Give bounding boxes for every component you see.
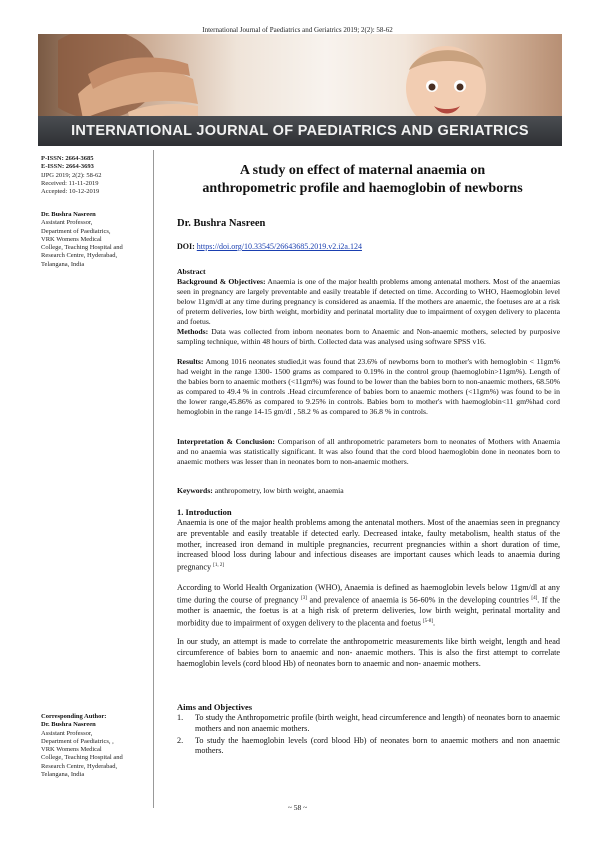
keywords-text: anthropometry, low birth weight, anaemia [212,486,344,495]
introduction-paragraph-3: In our study, an attempt is made to correlate the anthropometric measurements like birth weight, length and head circumference of babies born to anaemic and non- anaemic mothers. This is also the first attempt to correlate haemoglobin levels (cord blood Hb) of neonates born to anaemic and non- anaemic mothers. [177,637,560,668]
abstract-results-label: Results: [177,357,204,366]
abstract-methods-label: Methods: [177,327,209,336]
list-item-number: 1. [177,713,184,722]
intro-p2-text: and prevalence of anaemia is 56-60% in the developing countries [306,595,529,605]
list-item [177,736,560,758]
introduction-paragraph-2 [177,583,560,630]
doi-link[interactable]: https://doi.org/10.33545/26643685.2019.v2.i2a.124 [196,242,362,251]
abstract-interpretation-label: Interpretation & Conclusion: [177,437,275,446]
corresponding-affiliation-line: Department of Paediatrics, , [41,737,114,745]
corresponding-affiliation-line: Telangana, India [41,771,85,779]
keywords-label: Keywords: [177,486,213,495]
corresponding-author-name: Dr. Bushra Nasreen [41,721,96,729]
left-sidebar [38,150,154,808]
journal-issue: IJPG 2019; 2(2): 58-62 [41,171,102,179]
corresponding-affiliation-line: VRK Womens Medical [41,746,102,754]
page-number: ~ 58 ~ [287,803,308,812]
affiliation-line: College, Teaching Hospital and [41,244,123,252]
corresponding-affiliation-line: College, Teaching Hospital and [41,754,123,762]
aims-heading: Aims and Objectives [177,702,253,712]
journal-running-header: International Journal of Paediatrics and Geriatrics 2019; 2(2): 58-62 [202,26,393,34]
abstract-background-text: Anaemia is one of the major health problems among antenatal mothers. Most of the anaemias seen in pregnancy are largely preventable and easily treatable if detected on time. According to WHO, Haemoglobin level below 11gm/dl at any time during pregnancy is considered as anaemia. If the mothers are anaemic, the foetuses are at a risk of preterm deliveries, low birth weight, morbidity and perinatal mortality due to impairment of oxygen delivery to placenta and foetus. [177,277,560,326]
article-title-line-1: A study on effect of maternal anaemia on [239,163,486,178]
sidebar-author-name: Dr. Bushra Nasreen [41,211,96,218]
list-item-text: To study the Anthropometric profile (birth weight, head circumference and length) of neonates born to anaemic mothers and non anaemic mothers. [195,713,560,733]
article-title [165,162,560,198]
intro-p1-text: Anaemia is one of the major health problems among the antenatal mothers. Most of the anaemias seen in pregnancy are preventable and easily treatable if detected early. Decreased intake, faulty metabolism, health status of the mother, increased iron demand in multiple pregnancies, recurrent pregnancies within a short duration of time, increased blood loss during labour and infectious diseases are important causes which leads to anaemia during pregnancy [177,518,560,572]
affiliation-line: VRK Womens Medical [41,235,102,243]
abstract-interpretation [177,437,560,467]
article-title-line-2: anthropometric profile and haemoglobin of newborns [202,181,523,196]
corresponding-affiliation-line: Assistant Professor, [41,729,93,737]
article-meta [41,155,101,196]
keywords [177,486,560,496]
intro-p2-text: According to World Health Organization (WHO), Anaemia is defined as haemoglobin levels below 11gm/dl at any time during the course of pregnancy [177,583,560,605]
article-author: Dr. Bushra Nasreen [177,218,266,229]
journal-banner [38,34,562,146]
citation: [1, 2] [213,563,224,569]
doi-label: DOI: [177,242,195,251]
list-item [177,713,560,735]
e-issn: E-ISSN: 2664-3693 [41,163,94,171]
intro-p2-text: . If the mother is anaemic, the foetus is at a high risk of preterm deliveries, low birth weight, perinatal mortality and morbidity due to impairment of oxygen delivery to the placenta and foetus [177,595,561,628]
list-item-text: To study the haemoglobin levels (cord blood Hb) of neonates born to anaemic mothers and non anaemic mothers. [195,735,560,756]
affiliation-line: Assistant Professor, [41,219,93,227]
accepted-date: Accepted: 10-12-2019 [41,188,100,196]
abstract-methods-text: Data was collected from inborn neonates born to Anaemic and Non-anaemic mothers, selected by purposive sampling technique, within 48 hours of birth. Collected data was analysed using software SPSS v16. [177,327,560,346]
citation: [5-8] [423,619,434,625]
citation: [3] [301,595,307,601]
author-block [41,211,123,269]
affiliation-line: Research Centre, Hyderabad, [41,252,118,260]
affiliation-line: Department of Paediatrics, [41,227,111,235]
introduction-paragraph-1 [177,518,560,574]
abstract-background [177,277,560,327]
abstract-methods [177,327,560,347]
introduction-heading: 1. Introduction [177,507,232,517]
aims-list [177,713,560,758]
intro-p2-text: . [433,618,436,628]
corresponding-affiliation-line: Research Centre, Hyderabad, [41,762,118,770]
abstract-results-text: Among 1016 neonates studied,it was found that 23.6% of newborns born to mother's with hemoglobin < 11gm% had weight in the range 1300- 1500 grams as compared to 0.19% in the control group (haemoglobin>11gm%). Length of the babies born to anaemic mothers (<11gm%) was found to be lower than the babies born to non-anaemic mothers, 68.50% as compared to 49.4 % in controls .Head circumference of babies born to anaemic mothers (<11gm%) was found to be in the lower range,45.86% as compared to 9.25% in controls. Babies born to mother's with haemoglobin<11 gm%had cord hemoglobin in the range 14-15 gm/dl , 58.2 % as compared to 36.8 % in controls. [177,357,560,416]
citation: [4] [531,595,538,601]
journal-banner-title: INTERNATIONAL JOURNAL OF PAEDIATRICS AND GERIATRICS [71,123,529,139]
corresponding-author-label: Corresponding Author: [41,713,107,720]
corresponding-author-block [41,713,123,779]
abstract-background-label: Background & Objectives: [177,277,266,286]
abstract-results [177,357,560,417]
p-issn: P-ISSN: 2664-3685 [41,155,94,162]
list-item-number: 2. [177,735,184,745]
received-date: Received: 11-11-2019 [41,179,99,187]
abstract-heading: Abstract [177,267,206,276]
affiliation-line: Telangana, India [41,260,85,268]
doi-line [177,242,362,251]
abstract-interpretation-text: Comparison of all anthropometric parameters born to neonates of Mothers with Anaemia and no anaemia was statistically significant. It was also found that the cord blood haemoglobin done in neonates born to anaemic mothers was lesser than in neonates born to non-anaemic mothers. [177,437,560,466]
